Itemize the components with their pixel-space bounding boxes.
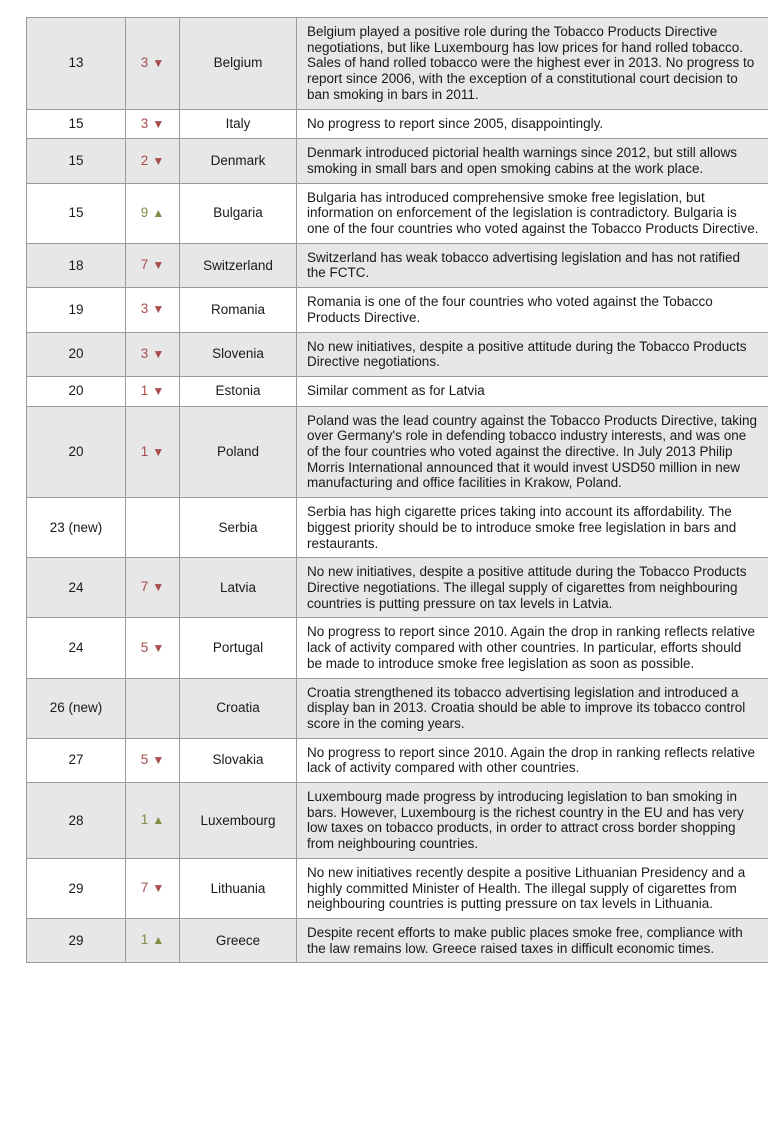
change-value: 2 — [140, 152, 149, 168]
rank-cell: 20 — [27, 406, 126, 498]
change-value: 5 — [140, 639, 149, 655]
table-row — [27, 183, 768, 243]
rank-cell: 20 — [27, 376, 126, 406]
change-cell — [126, 243, 180, 287]
table-row — [27, 738, 768, 782]
comment-cell: No progress to report since 2010. Again the drop in ranking reflects relative lack of activity compared with other countries. — [297, 738, 768, 782]
change-arrow-icon: ▲ — [152, 205, 165, 220]
table-row — [27, 332, 768, 376]
country-cell: Denmark — [180, 139, 297, 183]
table-row — [27, 288, 768, 332]
comment-cell: Croatia strengthened its tobacco advertising legislation and introduced a display ban in 2013. Croatia should be able to improve its tobacco control score in the coming years. — [297, 678, 768, 738]
country-cell: Italy — [180, 109, 297, 139]
change-cell — [126, 332, 180, 376]
comment-cell: Luxembourg made progress by introducing legislation to ban smoking in bars. However, Luxembourg is the richest country in the EU and has very low taxes on tobacco products, in order to attract cross border shopping from neighbouring countries. — [297, 783, 768, 859]
comment-cell: No new initiatives recently despite a positive Lithuanian Presidency and a highly committed Minister of Health. The illegal supply of cigarettes from neighbouring countries is putting pressure on tax levels in Lithuania. — [297, 858, 768, 918]
change-arrow-icon: ▼ — [152, 116, 165, 131]
comment-cell: Switzerland has weak tobacco advertising legislation and has not ratified the FCTC. — [297, 243, 768, 287]
change-cell — [126, 918, 180, 962]
comment-cell: Poland was the lead country against the Tobacco Products Directive, taking over Germany's role in defending tobacco industry interests, and was one of the four countries who voted against the directive. In July 2013 Philip Morris International announced that it would invest USD50 million in new manufacturing and office facilities in Krakow, Poland. — [297, 406, 768, 498]
table-row — [27, 618, 768, 678]
change-cell — [126, 858, 180, 918]
comment-cell: Denmark introduced pictorial health warnings since 2012, but still allows smoking in small bars and open smoking cabins at the work place. — [297, 139, 768, 183]
country-cell: Belgium — [180, 18, 297, 110]
change-value: 3 — [140, 301, 149, 317]
rank-cell: 18 — [27, 243, 126, 287]
country-cell: Romania — [180, 288, 297, 332]
rank-cell: 20 — [27, 332, 126, 376]
change-arrow-icon: ▼ — [152, 881, 165, 896]
country-cell: Luxembourg — [180, 783, 297, 859]
table-row — [27, 18, 768, 110]
change-arrow-icon: ▼ — [152, 752, 165, 767]
rank-cell: 15 — [27, 183, 126, 243]
change-value: 1 — [140, 443, 149, 459]
table-row — [27, 858, 768, 918]
change-value: 7 — [140, 880, 149, 896]
rank-cell: 26 (new) — [27, 678, 126, 738]
country-cell: Slovenia — [180, 332, 297, 376]
country-ranking-table — [26, 17, 768, 963]
change-cell — [126, 376, 180, 406]
change-cell — [126, 618, 180, 678]
country-cell: Latvia — [180, 558, 297, 618]
comment-cell: Romania is one of the four countries who voted against the Tobacco Products Directive. — [297, 288, 768, 332]
country-cell: Lithuania — [180, 858, 297, 918]
change-cell — [126, 288, 180, 332]
rank-cell: 27 — [27, 738, 126, 782]
change-arrow-icon: ▼ — [152, 346, 165, 361]
change-arrow-icon: ▼ — [152, 153, 165, 168]
change-value: 1 — [140, 382, 149, 398]
change-cell — [126, 406, 180, 498]
table-row — [27, 783, 768, 859]
change-cell — [126, 498, 180, 558]
change-cell — [126, 678, 180, 738]
table-row — [27, 109, 768, 139]
comment-cell: Serbia has high cigarette prices taking into account its affordability. The biggest priority should be to introduce smoke free legislation in bars and restaurants. — [297, 498, 768, 558]
country-cell: Bulgaria — [180, 183, 297, 243]
change-arrow-icon: ▼ — [152, 55, 165, 70]
comment-cell: Despite recent efforts to make public places smoke free, compliance with the law remains low. Greece raised taxes in difficult economic times. — [297, 918, 768, 962]
change-value: 7 — [140, 257, 149, 273]
country-cell: Croatia — [180, 678, 297, 738]
rank-cell: 24 — [27, 558, 126, 618]
country-cell: Poland — [180, 406, 297, 498]
country-cell: Greece — [180, 918, 297, 962]
change-value: 5 — [140, 751, 149, 767]
rank-cell: 29 — [27, 918, 126, 962]
rank-cell: 29 — [27, 858, 126, 918]
rank-cell: 23 (new) — [27, 498, 126, 558]
table-body — [27, 18, 768, 963]
table-row — [27, 558, 768, 618]
comment-cell: Bulgaria has introduced comprehensive smoke free legislation, but information on enforcement of the legislation is contradictory. Bulgaria is one of the four countries who voted against the Tobacco Products Directive. — [297, 183, 768, 243]
rank-cell: 24 — [27, 618, 126, 678]
change-cell — [126, 183, 180, 243]
table-row — [27, 139, 768, 183]
rank-cell: 19 — [27, 288, 126, 332]
comment-cell: Similar comment as for Latvia — [297, 376, 768, 406]
rank-cell: 15 — [27, 139, 126, 183]
table-row — [27, 243, 768, 287]
change-cell — [126, 738, 180, 782]
change-arrow-icon: ▼ — [152, 444, 165, 459]
country-cell: Slovakia — [180, 738, 297, 782]
rank-cell: 28 — [27, 783, 126, 859]
change-arrow-icon: ▼ — [152, 640, 165, 655]
table-row — [27, 918, 768, 962]
change-arrow-icon: ▲ — [152, 933, 165, 948]
country-cell: Portugal — [180, 618, 297, 678]
table-row — [27, 406, 768, 498]
rank-cell: 15 — [27, 109, 126, 139]
change-arrow-icon: ▲ — [152, 813, 165, 828]
country-cell: Switzerland — [180, 243, 297, 287]
comment-cell: No new initiatives, despite a positive attitude during the Tobacco Products Directive negotiations. The illegal supply of cigarettes from neighbouring countries is putting pressure on tax levels in Latvia. — [297, 558, 768, 618]
change-value: 3 — [140, 54, 149, 70]
change-value: 3 — [140, 115, 149, 131]
table-row — [27, 376, 768, 406]
change-arrow-icon: ▼ — [152, 302, 165, 317]
table-row — [27, 498, 768, 558]
change-value: 7 — [140, 579, 149, 595]
country-cell: Serbia — [180, 498, 297, 558]
change-arrow-icon: ▼ — [152, 580, 165, 595]
rank-cell: 13 — [27, 18, 126, 110]
change-cell — [126, 109, 180, 139]
change-arrow-icon: ▼ — [152, 258, 165, 273]
change-value: 1 — [140, 812, 149, 828]
comment-cell: No progress to report since 2005, disappointingly. — [297, 109, 768, 139]
change-arrow-icon: ▼ — [152, 383, 165, 398]
change-cell — [126, 783, 180, 859]
change-value: 3 — [140, 345, 149, 361]
change-cell — [126, 139, 180, 183]
comment-cell: No new initiatives, despite a positive attitude during the Tobacco Products Directive negotiations. — [297, 332, 768, 376]
change-value: 1 — [140, 932, 149, 948]
country-cell: Estonia — [180, 376, 297, 406]
change-cell — [126, 558, 180, 618]
change-value: 9 — [140, 204, 149, 220]
comment-cell: Belgium played a positive role during the Tobacco Products Directive negotiations, but like Luxembourg has low prices for hand rolled tobacco. Sales of hand rolled tobacco were the highest ever in 2013. No progress to report since 2006, with the exception of a constitutional court decision to ban smoking in bars in 2011. — [297, 18, 768, 110]
table-row — [27, 678, 768, 738]
change-cell — [126, 18, 180, 110]
comment-cell: No progress to report since 2010. Again the drop in ranking reflects relative lack of activity compared with other countries. In particular, efforts should be made to introduce smoke free legislation as soon as possible. — [297, 618, 768, 678]
